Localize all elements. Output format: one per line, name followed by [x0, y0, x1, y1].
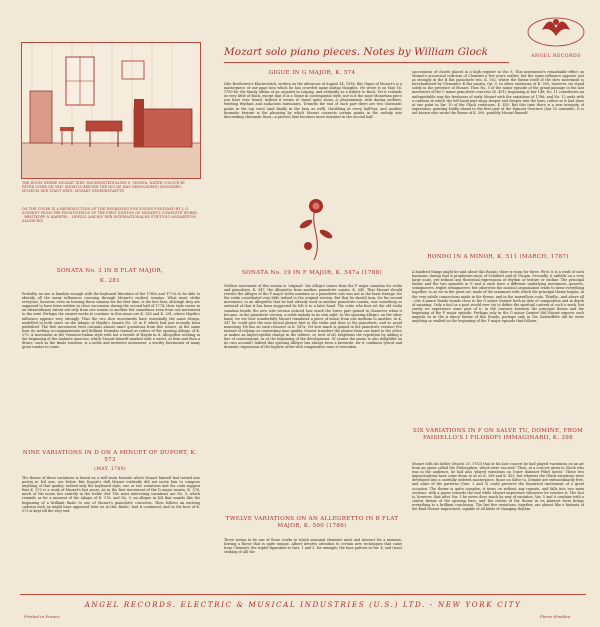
duport-heading: NINE VARIATIONS IN D ON A MINUET OF DUPORT, K. 573	[22, 450, 198, 463]
rondo-heading: RONDO IN A MINOR, K. 511 (MARCH, 1787)	[427, 254, 569, 260]
rose-ornament	[286, 194, 346, 264]
angel-logo-icon	[524, 10, 588, 50]
salve-tu-heading: SIX VARIATIONS IN F ON SALVE TU, DOMINE, FROM PAISIELLO'S I FILOSOFI IMMAGINARII, K. 398	[412, 428, 584, 441]
rose-icon	[286, 194, 346, 264]
twelve-variations-text: There seems to be one of those works in which seasonal elements meet and interact for a moment, leaving a flavor that is quite unique. Albert devotes attention to certain new techniques that came from Clementi: the triplet figuration in Vars. 1 and 2, for example; the bass pattern in Var. 4; and (most striking of all) the	[224, 538, 402, 555]
page-title: Mozart solo piano pieces. Notes by William Glock	[224, 46, 488, 58]
footer-rule	[20, 594, 586, 595]
footer-company: ANGEL RECORDS. ELECTRIC & MUSICAL INDUSTRIES (U.S.) LTD. - NEW YORK CITY	[84, 600, 522, 609]
printed-in: Printed in France	[24, 614, 60, 619]
sonata3-text: Probably no one is familiar enough with the keyboard literature of the 1760s and 1770s to be able to identify all the many influences coursing through Mozart's earliest sonatas. What must strike everyone, however, even on hearing these sonatas for the first time, is the fact that, although they are supposed to have been written in close succession during the second half of 1774, their style varies to an extraordinary extent not only from one sonata to another but sometimes even from one movement to the next. Perhaps the easiest works to continue in this sense are K. 280 and K. 281, where Haydn's influence appears very strongly. Thus the two slow movements have essentially the same design, modelled in both cases on the Adagio of Haydn's Sonata No. 20 in F, which had just recently been published. The first movement even contains almost exact quotations from this source, at the same time its melting accompaniments and brilliant formulas remind us rather of the opening Allegro of K. 279. A movement in the Viennese-Italian style with but a breath of Haydn in it. Altogether nothing in the beginning of the Andante amoroso, which Mozart himself marked with a sweet, so firm and then a divine, such as the finale rondeau, is a noble and inventive movement, a worthy forerunner of many great rondos to come.	[22, 292, 200, 350]
cover-note: ON THE COVER IS A REPRODUCTION OF THE ENGRAVING FOR VOICES FOR PIANO BY J. G. SCHMIDT FROM THE FRONTISPIECE OF THE FIRST EDITION OF MOZART'S COMPLETE WORKS · BREITKOPF & HAERTEL · LEIPZIG (ARCHIV DER INTERNATIONALEN STIFTUNG MOZARTEUM SALZBURG)	[22, 207, 198, 223]
room-illustration	[21, 42, 201, 179]
gigue-heading: GIGUE IN G MAJOR, K. 574	[268, 70, 356, 76]
logo-text: ANGEL RECORDS	[531, 54, 581, 59]
sonata19-heading: SONATA No. 19 IN F MAJOR, K. 547a (1788)	[242, 270, 382, 276]
duport-date: (MAY, 1789)	[94, 467, 126, 472]
salve-tu-text: Mozart tells his father (March 29, 1783) that at his last concert he had played 'variations on an air from an opera called Die Philosophen, which were encored.' Then, at a concert given to Gluck who was in the audience, he had also 'played variations on Unser dummer Pöbel meint.' These two improvisations have come down to us as K. 398 and K. 455; but whereas the Gluck variations were developed into a carefully ordered masterpiece, those on Salve tu, Domine are extraordinarily free, and some of the patterns (Vars. 2 and 3) could preserve the theatrical excitement of a great occasion. The theme is quite complex; it turns on without any repeats, and falls into two main sections, with a pause towards the end while Mozart improvises whenever he reaches it. The fact is, however, that after Var. 3 he never does much by way of variation; Var. 5 and 6 combine with a cantus firmus of the opening bars, and the return of the theme in its plainest form brings everything to a brilliant conclusion. The last five variations, together, are almost like a fantasia of the kind Mozart improvised, capable of all kinds of changing rhythm.	[412, 462, 584, 512]
twelve-variations-heading: TWELVE VARIATIONS ON AN ALLEGRETTO IN B FLAT MAJOR, K. 500 (1786)	[225, 516, 399, 529]
rondo-text: A hundred things might be said about this Rondo; there is room for three. First, it is a work of such harmonic daring that it prophesies most of Schubert and of Chopin. Secondly, it unfolds on a very large scale, yet without any theatrical expressions of rhythm or texture or outline. The principal theme and the two episodes in F and A each have a different underlying movement—quavers, semiquavers, triplet semiquavers; but otherwise the musical organisation tends to draw everything together, so as we in the great arc made of the ornament with which the principal theme begins, in the very subtle connections made in the theme, and in the marvellous coda. Thirdly—and above all—the A minor Rondo stands close to the G minor Quintet both in date of composition and in depth of meaning. Only a fool or a poet would ever try to define the spiritual content of such a work, but surely we experience some part of it, in the contrast between the principal theme and the beginning of the F major episode. Perhaps only in the G minor Quintet did Mozart express such anguish as in the A minor theme of this Rondo; perhaps only in Die Zauberflöte did he write anything so exalted as the beginning of the F major episode that follows.	[412, 270, 584, 324]
angel-records-logo	[524, 10, 588, 58]
sonata19-text: Neither movement of this sonata is 'original': the Allegro comes from the F major sonatina for violin and pianoforte, K. 547; the Allegretto from another pianoforte sonata, K. 545. That Mozart should rewrite the Allegro of the F major violin sonatina as a pianoforte solo was not in the least strange, for the violin contributed very little indeed to the original version. But that he should turn, for his second movement, to an Allegretto that he had already used in another pianoforte sonata, was something so unheard of that it has been suggested he left it to a later hand. The critic who first set the old violin sonatina beside the new solo version noticed how much the lower part gained in character when it became, in the pianoforte version, a noble melody in its own right. In the opening Allegro, on the other hand, we see how wonderfully Mozart translates a piece of music from one medium to another. In K. 547 he could give the new lyrical phrase first to the violin and then to the pianoforte, and so avoid monotony. He has no such resource in K. 547a. Yet how much is gained in the pianoforte version! For instead of relying on contrasting tone quality, Mozart transfers the phrase from one hand to the other, or makes an imperceptible change in the texture, or, best of all, heightens the repetition by adding a line of counterpoint, as at the beginning of the development. Of course the music is also delightful on its own account! Indeed this opening Allegro has always been a favourite, for it combines lyrical and dramatic expression of the highest order with comparative ease of execution.	[224, 284, 402, 350]
duport-text: The theme of these variations is based on a well-worn formula which Mozart himself had turned into poetry in Dal mio, see below. But Duport's dull Minuet evidently did not incite him to compose anything of that quality; indeed only the keyboard style, one or two variations and the coda suggest that K. 573 is a work of Mozart's last years. As in the first movement of the D major sonata, K. 576, much of the music lies entirely in the treble clef. The most interesting variations are No. 5, which reminds us for a moment of the Adagio of K. 576, and No. 9, an allegro in 4/4 that sounds like the beginning of a brilliant finale to one of Mozart's pianoforte concertos. Then follows an exciting cadenza such as might have appeared later on in this 'finale,' had it continued; and so the best of K. 573 is kept till the very end.	[22, 476, 200, 513]
sonata3-k: K. 281	[99, 278, 121, 284]
gigue-text: Like Beethoven's Klavierstück, written on the afternoon of August 14, 1818, this Gigue of Mozart's is a masterpiece of one page into which he has crowded many daring thoughts. He wrote it on May 16, 1789 for the family album of an organist in Leipzig, and evidently as a tribute to Bach. Yet it reminds us very little of Bach, except that it is a Gigue in contrapuntal style, nor is it the most Mozartian piece you have ever heard. Indeed it seems to stand quite alone—a phenomenon with daring outlines, twisting rhythms and audacious harmonies. Towards the end of each part there are two chromatic peaks in the top voice (and finally in the bass as well), throbbing at every half-bar; and another dramatic feature is the phrasing by which Mozart connects certain points in the melody into descending chromatic lines—a process that becomes more insistent in the second half.	[224, 82, 402, 119]
sonata3-heading: SONATA No. 3 IN B FLAT MAJOR,	[56, 268, 164, 274]
gigue-continued-text: successions of chords placed in a high register in Var. 8. This instrument's remarkable effect on Mozart's acoustical criticism of Clementi a few years earlier; but the same influence appears just as strongly in the B flat pianoforte trio, K. 502, where the theme itself of the slow movement is foreshadowed by Clementi's B flat sonata, Op. 9. In other variations of K. 500, however, we stand solely in the presence of Mozart. Thus No. 5 of the minor episode of the grand passage in the last movement of the C minor pianoforte concerto (K. 491), beginning at bar 148; No. 11 contributes an unforgettable way the freshness of early Mozart with the variations of 1786; and No. 12 ends with a cadenza in which the left hand part sings deeper and deeper into the bass, rather as it had done at one point in Var. 10 of the Gluck variations, K. 455. But this time there is a new intensity of expression, pointing boldly ahead to the first part of the Egmont Overture (bar 15 onwards). It is not known who wrote the theme of K. 500; possibly Mozart himself.	[412, 70, 584, 115]
title-rule	[224, 62, 509, 63]
printer-credit: Pierre Fondère	[540, 614, 571, 619]
room-drawing-icon	[22, 43, 200, 178]
illustration-caption: THE ROOM WHERE MOZART DIED. RAUHENSTEINGASSE 8, VIENNA. WATER COLOUR BY PETER LYSER (IN 1847 SHORTLY BEFORE THE HOUSE WAS DEMOLISHED) INSCRIBED: MUSEUM DER STADT WIEN. MOZART GEDENKSTAETTE	[22, 181, 186, 193]
